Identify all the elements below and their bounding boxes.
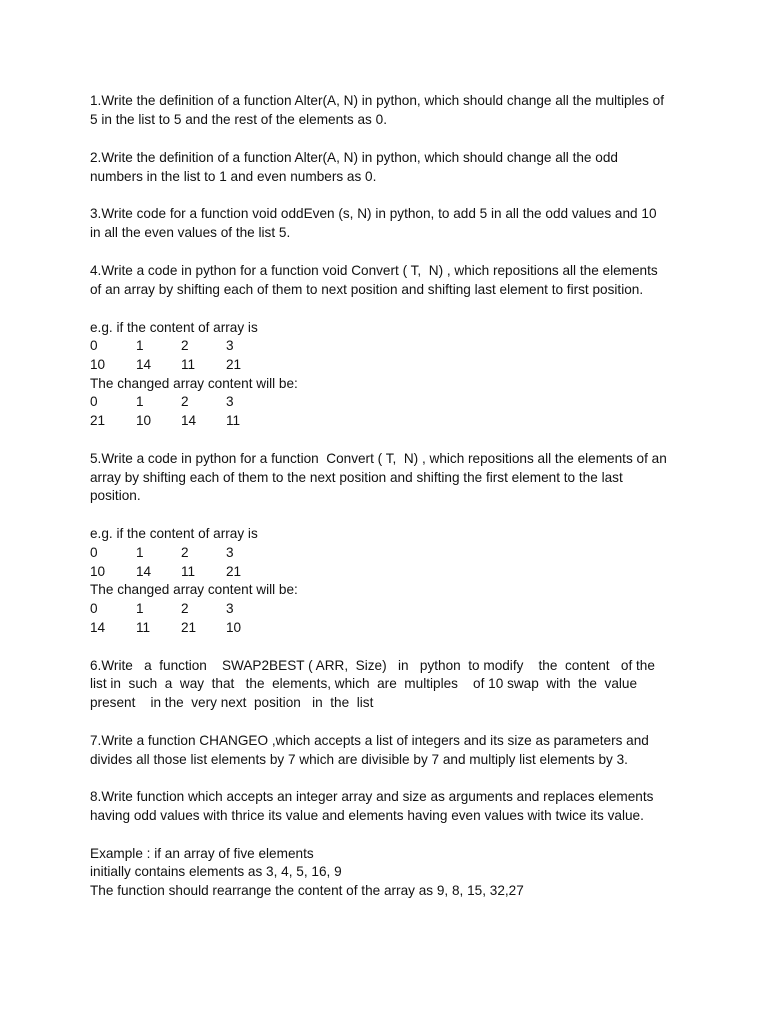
array-cell: 1 (136, 601, 144, 616)
question-3-line-1: 3.Write code for a function void oddEven (s, N) in python, to add 5 in all the odd values and 10 (90, 206, 657, 221)
array-cell: 21 (181, 620, 197, 635)
array-cell: 14 (90, 620, 106, 635)
question-5-line-2: array by shifting each of them to the next position and shifting the first element to the last (90, 470, 623, 485)
array-cell: 3 (226, 394, 234, 409)
array-cell: 0 (90, 601, 98, 616)
question-5-line-1: 5.Write a code in python for a function Convert ( T, N) , which repositions all the elements of an (90, 451, 667, 466)
q8-example-line-2: initially contains elements as 3, 4, 5, 16, 9 (90, 864, 342, 879)
array-cell: 2 (181, 394, 189, 409)
array-cell: 11 (181, 564, 196, 579)
array-cell: 10 (90, 564, 106, 579)
question-8-line-1: 8.Write function which accepts an integer array and size as arguments and replaces elements (90, 789, 654, 804)
array-cell: 1 (136, 338, 144, 353)
q4-example-intro: e.g. if the content of array is (90, 320, 258, 335)
array-cell: 11 (136, 620, 151, 635)
array-cell: 14 (136, 564, 152, 579)
q5-changed-label: The changed array content will be: (90, 582, 298, 597)
array-cell: 14 (181, 413, 197, 428)
question-6-line-3: present in the very next position in the list (90, 695, 374, 710)
q5-example-intro: e.g. if the content of array is (90, 526, 258, 541)
question-7-line-1: 7.Write a function CHANGEO ,which accepts a list of integers and its size as parameters and (90, 733, 649, 748)
array-cell: 11 (181, 357, 196, 372)
question-2-line-2: numbers in the list to 1 and even numbers as 0. (90, 169, 377, 184)
q4-changed-label: The changed array content will be: (90, 376, 298, 391)
array-cell: 0 (90, 338, 98, 353)
array-cell: 11 (226, 413, 241, 428)
question-1-line-2: 5 in the list to 5 and the rest of the elements as 0. (90, 112, 387, 127)
q8-example-line-3: The function should rearrange the content of the array as 9, 8, 15, 32,27 (90, 883, 524, 898)
array-cell: 3 (226, 545, 234, 560)
array-cell: 0 (90, 394, 98, 409)
question-5-line-3: position. (90, 488, 141, 503)
array-cell: 10 (226, 620, 242, 635)
array-cell: 1 (136, 394, 144, 409)
array-cell: 3 (226, 601, 234, 616)
q8-example-line-1: Example : if an array of five elements (90, 846, 314, 861)
array-cell: 0 (90, 545, 98, 560)
question-4-line-1: 4.Write a code in python for a function void Convert ( T, N) , which repositions all the elements (90, 263, 658, 278)
question-8-line-2: having odd values with thrice its value and elements having even values with twice its value. (90, 808, 644, 823)
question-3-line-2: in all the even values of the list 5. (90, 225, 291, 240)
array-cell: 2 (181, 545, 189, 560)
array-cell: 3 (226, 338, 234, 353)
question-6-line-1: 6.Write a function SWAP2BEST ( ARR, Size) in python to modify the content of the (90, 658, 655, 673)
question-2-line-1: 2.Write the definition of a function Alter(A, N) in python, which should change all the odd (90, 150, 618, 165)
question-7-line-2: divides all those list elements by 7 which are divisible by 7 and multiply list elements by 3. (90, 752, 628, 767)
question-4-line-2: of an array by shifting each of them to next position and shifting last element to first position. (90, 282, 644, 297)
question-6-line-2: list in such a way that the elements, which are multiples of 10 swap with the value (90, 676, 638, 691)
array-cell: 21 (90, 413, 106, 428)
array-cell: 21 (226, 357, 242, 372)
question-1-line-1: 1.Write the definition of a function Alter(A, N) in python, which should change all the multiples of (90, 93, 665, 108)
array-cell: 10 (90, 357, 106, 372)
array-cell: 14 (136, 357, 152, 372)
array-cell: 21 (226, 564, 242, 579)
array-cell: 1 (136, 545, 144, 560)
array-cell: 2 (181, 338, 189, 353)
array-cell: 2 (181, 601, 189, 616)
array-cell: 10 (136, 413, 152, 428)
